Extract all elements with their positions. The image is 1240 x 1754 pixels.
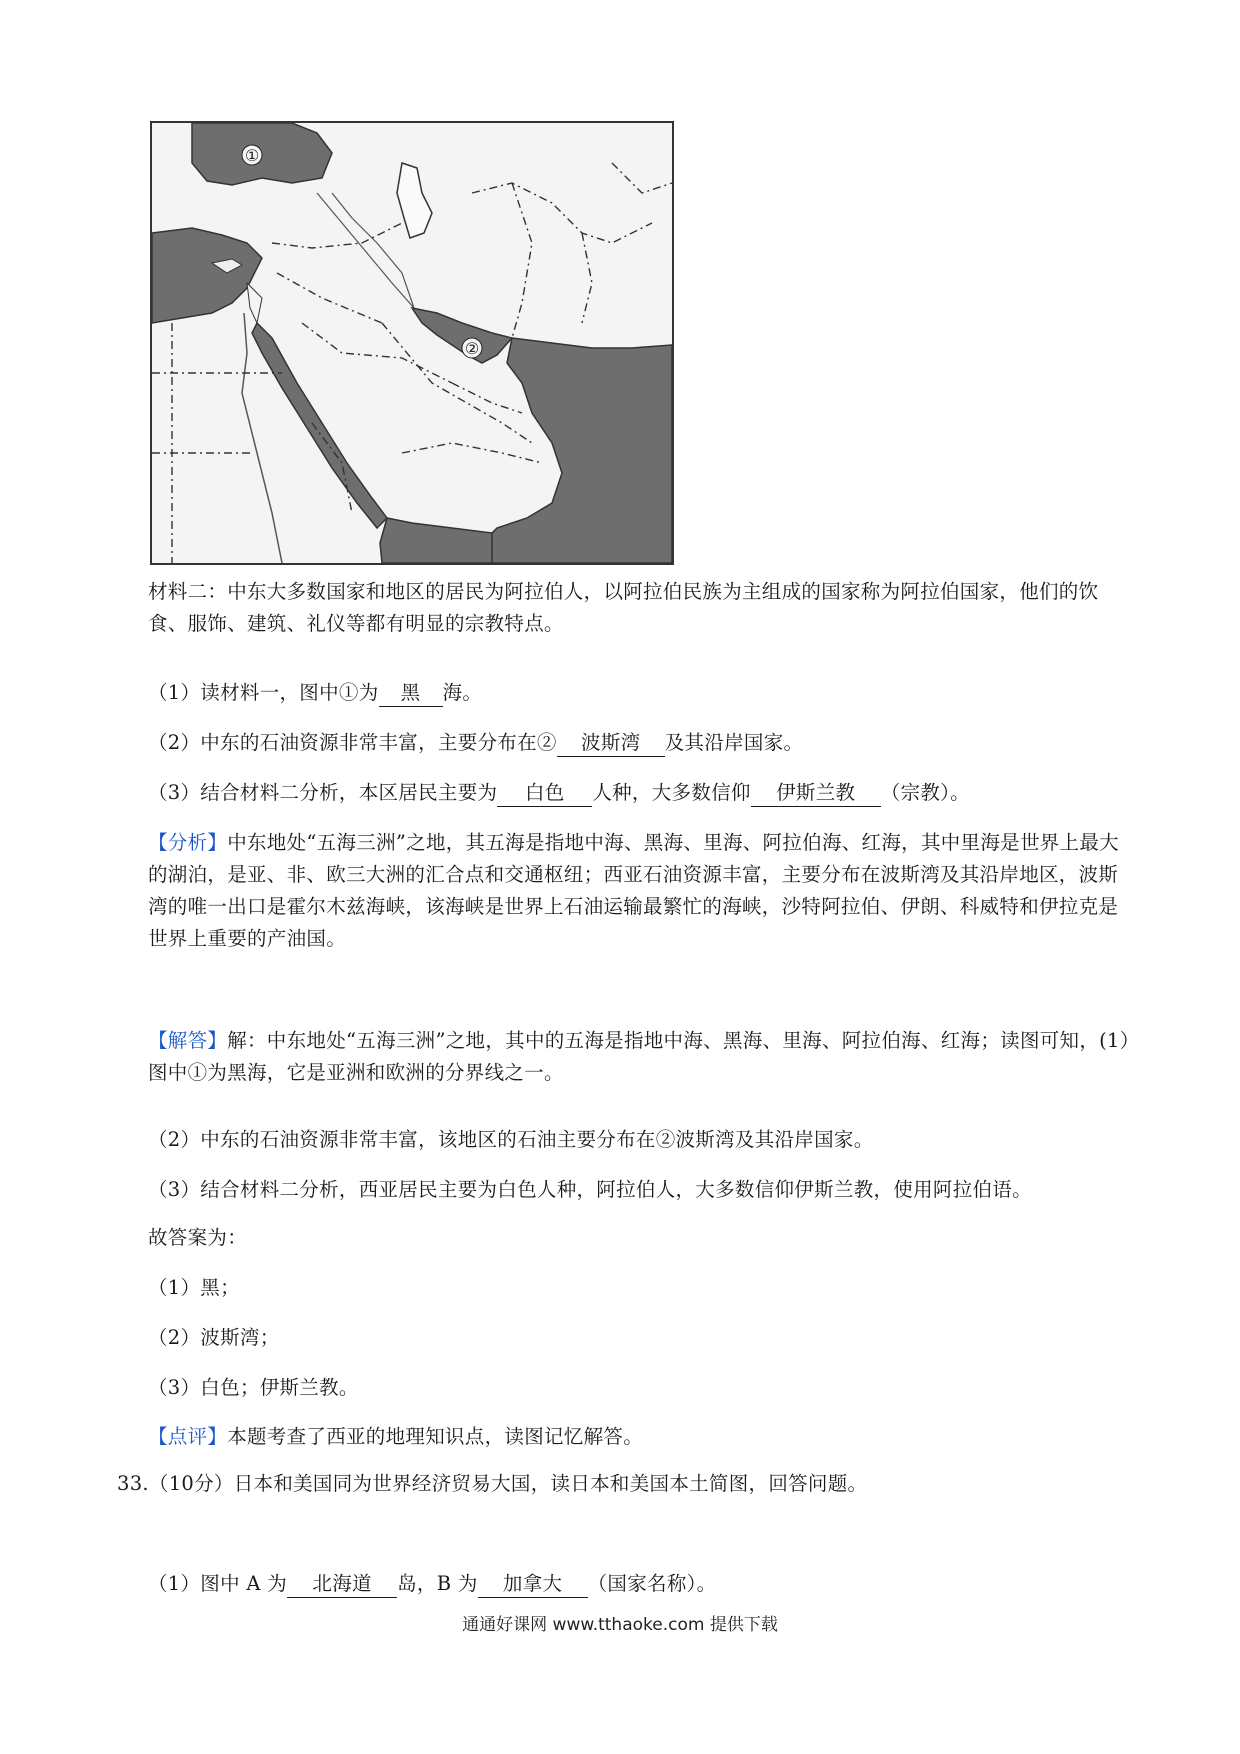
comment-line: 【点评】本题考查了西亚的地理知识点，读图记忆解答。 (148, 1425, 644, 1448)
arabian-sea (482, 338, 672, 563)
solution-paragraph: 【解答】解：中东地处“五海三洲”之地，其中的五海是指地中海、黑海、里海、阿拉伯海、红海；读图可知，(1）图中①为黑海，它是亚洲和欧洲的分界线之一。 (148, 1029, 1130, 1084)
solution-line-2: （2）中东的石油资源非常丰富，该地区的石油主要分布在②波斯湾及其沿岸国家。 (148, 1128, 874, 1151)
final-answer-2: （2）波斯湾； (148, 1326, 280, 1349)
question-33-sub-1: （1）图中 A 为 北海道 岛，B 为 加拿大 （国家名称）。 (148, 1568, 716, 1600)
persian-gulf (412, 308, 512, 363)
red-sea (252, 323, 387, 528)
middle-east-map (150, 121, 674, 565)
question-2: （2）中东的石油资源非常丰富，主要分布在② 波斯湾 及其沿岸国家。 (148, 727, 803, 759)
answer-blank-3b: 伊斯兰教 (751, 780, 881, 807)
final-answer-3: （3）白色；伊斯兰教。 (148, 1376, 359, 1399)
map-marker-1: ① (244, 146, 260, 165)
answer-blank-1: 黑 (379, 680, 443, 707)
answer-blank-2: 波斯湾 (557, 730, 665, 757)
analysis-paragraph: 【分析】中东地处“五海三洲”之地，其五海是指地中海、黑海、里海、阿拉伯海、红海，其中里海是世界上最大的湖泊，是亚、非、欧三大洲的汇合点和交通枢纽；西亚石油资源丰富，主要分布在波斯湾及其沿岸地区，波斯湾的唯一出口是霍尔木兹海峡，该海峡是世界上石油运输最繁忙的海峡，沙特阿拉伯、伊朗、科威特和伊拉克是世界上重要的产油国。 (148, 831, 1119, 950)
answer-blank-3a: 白色 (497, 780, 592, 807)
map-marker-2: ② (464, 339, 480, 358)
question-1: （1）读材料一，图中①为 黑 海。 (148, 677, 482, 709)
mediterranean-sea (152, 228, 262, 323)
page-footer: 通通好课网 www.tthaoke.com 提供下载 (462, 1615, 778, 1635)
question-33: 33.（10分）日本和美国同为世界经济贸易大国，读日本和美国本土简图，回答问题。 (117, 1472, 868, 1495)
analysis-tag: 【分析】 (148, 831, 228, 854)
answer-intro: 故答案为： (148, 1226, 248, 1249)
answer-blank-33b: 加拿大 (478, 1571, 588, 1598)
comment-tag: 【点评】 (148, 1425, 228, 1448)
map-drawing (152, 123, 672, 563)
answer-blank-33a: 北海道 (287, 1571, 397, 1598)
question-3: （3）结合材料二分析，本区居民主要为 白色 人种，大多数信仰 伊斯兰教 （宗教）。 (148, 777, 970, 809)
solution-line-3: （3）结合材料二分析，西亚居民主要为白色人种，阿拉伯人，大多数信仰伊斯兰教，使用阿拉伯语。 (148, 1178, 1032, 1201)
final-answer-1: （1）黑； (148, 1276, 240, 1299)
solution-tag: 【解答】 (148, 1029, 228, 1052)
material-two-text: 材料二：中东大多数国家和地区的居民为阿拉伯人，以阿拉伯民族为主组成的国家称为阿拉伯国家，他们的饮食、服饰、建筑、礼仪等都有明显的宗教特点。 (148, 580, 1099, 635)
caspian-sea (397, 163, 432, 238)
